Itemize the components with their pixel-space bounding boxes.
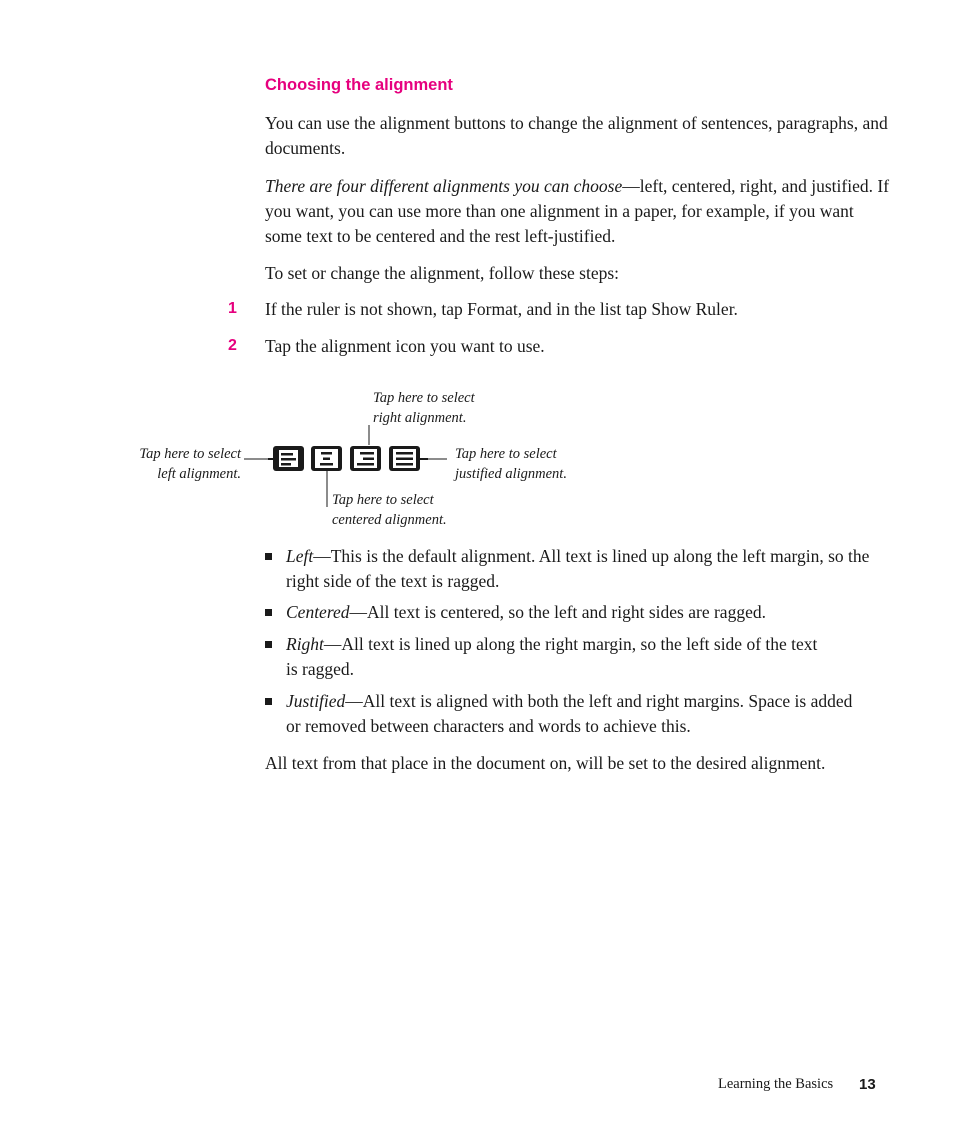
alignment-figure [0, 0, 954, 540]
bullet-term: Right [286, 634, 324, 654]
bullet-square-icon [265, 553, 272, 560]
bullet-text: —All text is lined up along the right margin, so the left side of the text is ragged. [286, 634, 818, 679]
callout-centered-line2: centered alignment. [332, 512, 447, 528]
bullet-term: Justified [286, 691, 346, 711]
callout-left-line2: left alignment. [157, 466, 241, 482]
footer-section-title: Learning the Basics [718, 1076, 834, 1092]
bullet-term: Left [286, 546, 314, 566]
step-number-2: 2 [228, 337, 237, 354]
bullet-text: —All text is aligned with both the left and right margins. Space is added or removed between characters and words to achieve this. [286, 691, 853, 736]
bullet-text: —This is the default alignment. All text is lined up along the left margin, so the right side of the text is ragged. [286, 546, 870, 591]
callout-right-line1: Tap here to select [373, 390, 475, 406]
callout-justified [455, 444, 625, 484]
section-heading: Choosing the alignment [265, 76, 453, 94]
step-number-1: 1 [228, 300, 237, 317]
align-right-icon[interactable] [350, 446, 381, 471]
bullet-justified [265, 689, 865, 739]
alignments-lead-in: There are four different alignments you can choose [265, 176, 623, 196]
callout-justified-line2: justified alignment. [455, 466, 567, 482]
callout-left [120, 444, 241, 484]
bullet-square-icon [265, 641, 272, 648]
bullet-term: Centered [286, 602, 350, 622]
steps-intro: To set or change the alignment, follow these steps: [265, 263, 620, 283]
alignments-paragraph-body: —left, centered, right, and justified. If you want, you can use more than one alignment in a paper, for example, if you want some text to be centered and the rest left-justified. [265, 176, 890, 246]
bullet-right [265, 632, 830, 682]
align-center-icon[interactable] [311, 446, 342, 471]
closing-paragraph: All text from that place in the document on, will be set to the desired alignment. [265, 753, 826, 773]
align-justified-icon[interactable] [389, 446, 420, 471]
bullet-left [265, 544, 875, 594]
step-text-2: Tap the alignment icon you want to use. [265, 336, 545, 356]
bullet-text: —All text is centered, so the left and right sides are ragged. [349, 602, 766, 622]
intro-paragraph: You can use the alignment buttons to change the alignment of sentences, paragraphs, and documents. [265, 113, 888, 158]
callout-centered [332, 490, 502, 530]
callout-left-line1: Tap here to select [139, 446, 241, 462]
step-text-1: If the ruler is not shown, tap Format, and in the list tap Show Ruler. [265, 299, 738, 319]
page-number: 13 [859, 1076, 876, 1093]
bullet-square-icon [265, 609, 272, 616]
callout-justified-line1: Tap here to select [455, 446, 557, 462]
align-left-icon[interactable] [273, 446, 304, 471]
callout-right-line2: right alignment. [373, 410, 467, 426]
bullet-square-icon [265, 698, 272, 705]
callout-right [373, 388, 523, 428]
callout-centered-line1: Tap here to select [332, 492, 434, 508]
bullet-centered [265, 600, 875, 625]
